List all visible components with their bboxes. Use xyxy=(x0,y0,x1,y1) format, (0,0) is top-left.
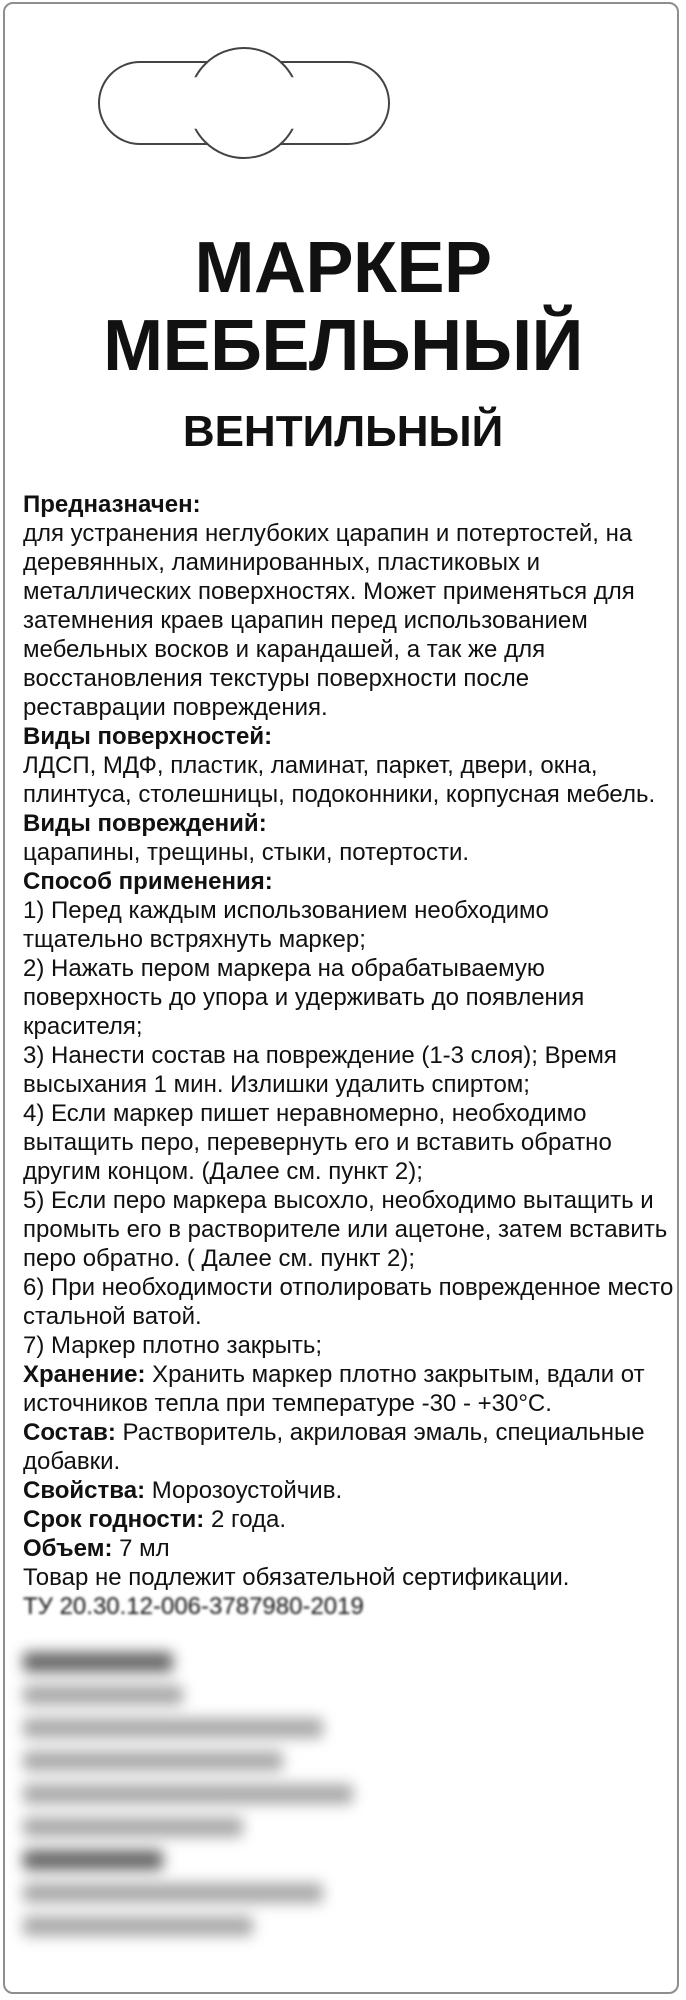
product-label-card xyxy=(3,2,679,1994)
storage-text: Хранить маркер плотно закрытым, вдали от источников тепла при температуре -30 - +30°C. xyxy=(23,1361,645,1417)
volume-label: Объем: xyxy=(23,1535,113,1562)
spec-code: ТУ 20.30.12-006-3787980-2019 xyxy=(23,1593,364,1620)
title-line-1: МАРКЕР xyxy=(194,228,492,308)
properties-label: Свойства: xyxy=(23,1477,146,1504)
damage-heading: Виды повреждений: xyxy=(23,810,267,837)
shelf-life-line xyxy=(23,1505,675,1534)
usage-step-1: 1) Перед каждым использованием необходимо тщательно встряхнуть маркер; xyxy=(23,897,549,953)
subtitle: ВЕНТИЛЬНЫЙ xyxy=(182,407,504,456)
properties-line xyxy=(23,1476,675,1505)
composition-text: Растворитель, акриловая эмаль, специальные добавки. xyxy=(23,1419,645,1475)
certification-note: Товар не подлежит обязательной сертификации. xyxy=(23,1564,570,1591)
usage-step-4: 4) Если маркер пишет неравномерно, необходимо вытащить перо, перевернуть его и вставить обратно другим концом. (Далее см. пункт 2); xyxy=(23,1100,612,1185)
usage-step-7: 7) Маркер плотно закрыть; xyxy=(23,1332,323,1359)
purpose-text: для устранения неглубоких царапин и потертостей, на деревянных, ламинированных, пластиковых и металлических поверхностях. Может применяться для затемнения краев царапин перед использованием мебельных восков и карандашей, а так же для восстановления текстуры поверхности после реставрации повреждения. xyxy=(23,520,635,721)
usage-step-5: 5) Если перо маркера высохло, необходимо вытащить и промыть его в растворителе или ацетоне, затем вставить перо обратно. ( Далее см. пункт 2); xyxy=(23,1187,668,1272)
volume-text: 7 мл xyxy=(112,1535,170,1562)
usage-step-3: 3) Нанести состав на повреждение (1-3 слоя); Время высыхания 1 мин. Излишки удалить спиртом; xyxy=(23,1042,617,1098)
surfaces-text: ЛДСП, МДФ, пластик, ламинат, паркет, двери, окна, плинтуса, столешницы, подоконники, корпусная мебель. xyxy=(23,752,656,808)
blurred-manufacturer-info xyxy=(23,1642,643,1982)
shelf-life-label: Срок годности: xyxy=(23,1506,205,1533)
shelf-life-text: 2 года. xyxy=(204,1506,287,1533)
title-line-2: МЕБЕЛЬНЫЙ xyxy=(103,306,583,386)
usage-heading: Способ применения: xyxy=(23,868,273,895)
hang-hole-cutout xyxy=(98,61,390,145)
composition-line xyxy=(23,1418,675,1476)
usage-step-2: 2) Нажать пером маркера на обрабатываемую поверхность до упора и удерживать до появления красителя; xyxy=(23,955,585,1040)
purpose-heading: Предназначен: xyxy=(23,491,201,518)
storage-label: Хранение: xyxy=(23,1361,146,1388)
damage-text: царапины, трещины, стыки, потертости. xyxy=(23,839,470,866)
usage-step-6: 6) При необходимости отполировать поврежденное место стальной ватой. xyxy=(23,1274,674,1330)
storage-line xyxy=(23,1360,675,1418)
composition-label: Состав: xyxy=(23,1419,116,1446)
instructions-body xyxy=(23,490,675,1621)
surfaces-heading: Виды поверхностей: xyxy=(23,723,273,750)
volume-line xyxy=(23,1534,675,1563)
properties-text: Морозоустойчив. xyxy=(145,1477,343,1504)
